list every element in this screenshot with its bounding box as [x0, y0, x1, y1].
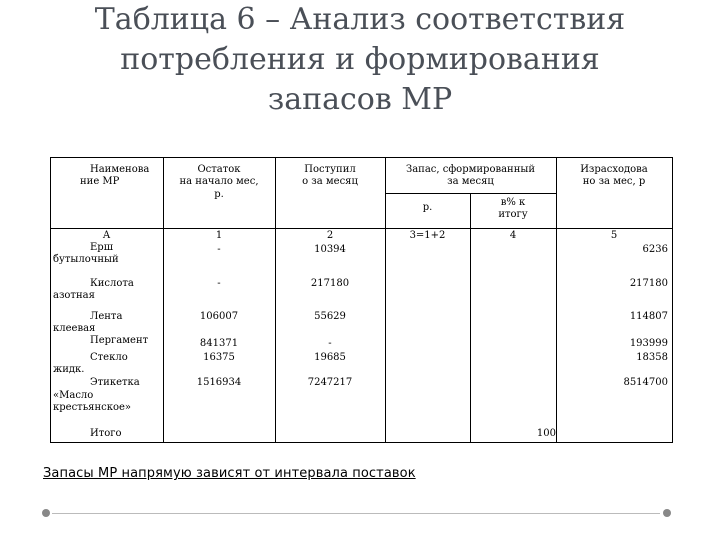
- col-line-5: [556, 157, 557, 443]
- title-line-1: Таблица 6 – Анализ соответствия: [94, 2, 626, 37]
- row-in: 217180: [310, 278, 350, 289]
- header-stock-pct-l1: в% к: [500, 197, 526, 208]
- row-in: 55629: [314, 311, 346, 322]
- row-rest: -: [217, 278, 221, 289]
- row-rest: 1516934: [196, 377, 242, 388]
- row-name: Лента: [90, 311, 123, 322]
- decor-line: [52, 513, 660, 514]
- row-rest: 16375: [203, 352, 235, 363]
- row-name-cont: азотная: [53, 290, 95, 301]
- col-number-3: 3=1+2: [409, 230, 446, 241]
- header-name-l2: ние МР: [80, 176, 120, 187]
- total-label: Итого: [90, 428, 122, 439]
- row-name-cont: бутылочный: [53, 254, 119, 265]
- row-name-cont: жидк.: [53, 364, 85, 375]
- row-name: Кислота: [90, 278, 134, 289]
- header-used-l2: но за мес, р: [582, 176, 646, 187]
- title-line-2: потребления и формирования: [120, 42, 600, 77]
- col-line-0: [50, 157, 51, 443]
- row-used: 114807: [629, 311, 668, 322]
- row-in: 7247217: [307, 377, 353, 388]
- row-name-cont: «Масло: [53, 390, 94, 401]
- col-line-6: [672, 157, 673, 443]
- header-stock-l1: Запас, сформированный: [405, 164, 536, 175]
- header-rest-l3: р.: [214, 189, 224, 200]
- header-stock-pct-l2: итогу: [498, 209, 528, 220]
- decor-dot-left: [42, 509, 50, 517]
- decor-dot-right: [663, 509, 671, 517]
- footnote: Запасы МР напрямую зависят от интервала поставок: [43, 466, 416, 481]
- row-used: 18358: [636, 352, 668, 363]
- header-name-l1: Наименова: [90, 164, 150, 175]
- header-stock-rub: р.: [422, 202, 433, 213]
- table-border-bottom: [50, 442, 673, 443]
- row-used: 8514700: [623, 377, 668, 388]
- header-rest-l2: на начало мес,: [179, 176, 259, 187]
- row-rest: -: [217, 244, 221, 255]
- analysis-table: [50, 157, 673, 443]
- total-pct: 100: [536, 428, 556, 439]
- row-name: Этикетка: [90, 377, 140, 388]
- col-number-5: 5: [610, 230, 618, 241]
- header-in-l1: Поступил: [304, 164, 356, 175]
- row-in: 10394: [314, 244, 346, 255]
- row-in: 19685: [314, 352, 346, 363]
- header-rest-l1: Остаток: [197, 164, 241, 175]
- slide-title: [30, 0, 690, 120]
- row-name: Стекло: [90, 352, 128, 363]
- row-name-cont: клеевая: [53, 323, 96, 334]
- col-line-2: [275, 157, 276, 443]
- table-border-top: [50, 157, 673, 158]
- col-number-4: 4: [509, 230, 517, 241]
- row-used: 193999: [629, 338, 668, 349]
- header-stock-l2: за месяц: [447, 176, 494, 187]
- col-number-2: 2: [326, 230, 334, 241]
- row-name: Пергамент: [90, 335, 149, 346]
- header-in-l2: о за месяц: [302, 176, 358, 187]
- col-line-3: [385, 157, 386, 443]
- row-rest: 841371: [199, 338, 239, 349]
- row-used: 6236: [642, 244, 668, 255]
- title-line-3: запасов МР: [267, 82, 453, 117]
- row-name: Ерш: [90, 242, 113, 253]
- header-divider: [50, 228, 673, 229]
- row-used: 217180: [629, 278, 668, 289]
- col-number-a: А: [102, 230, 111, 241]
- col-number-1: 1: [215, 230, 223, 241]
- row-rest: 106007: [199, 311, 239, 322]
- row-in: -: [328, 338, 332, 349]
- row-name-cont-2: крестьянское»: [53, 402, 132, 413]
- header-used-l1: Израсходова: [580, 164, 648, 175]
